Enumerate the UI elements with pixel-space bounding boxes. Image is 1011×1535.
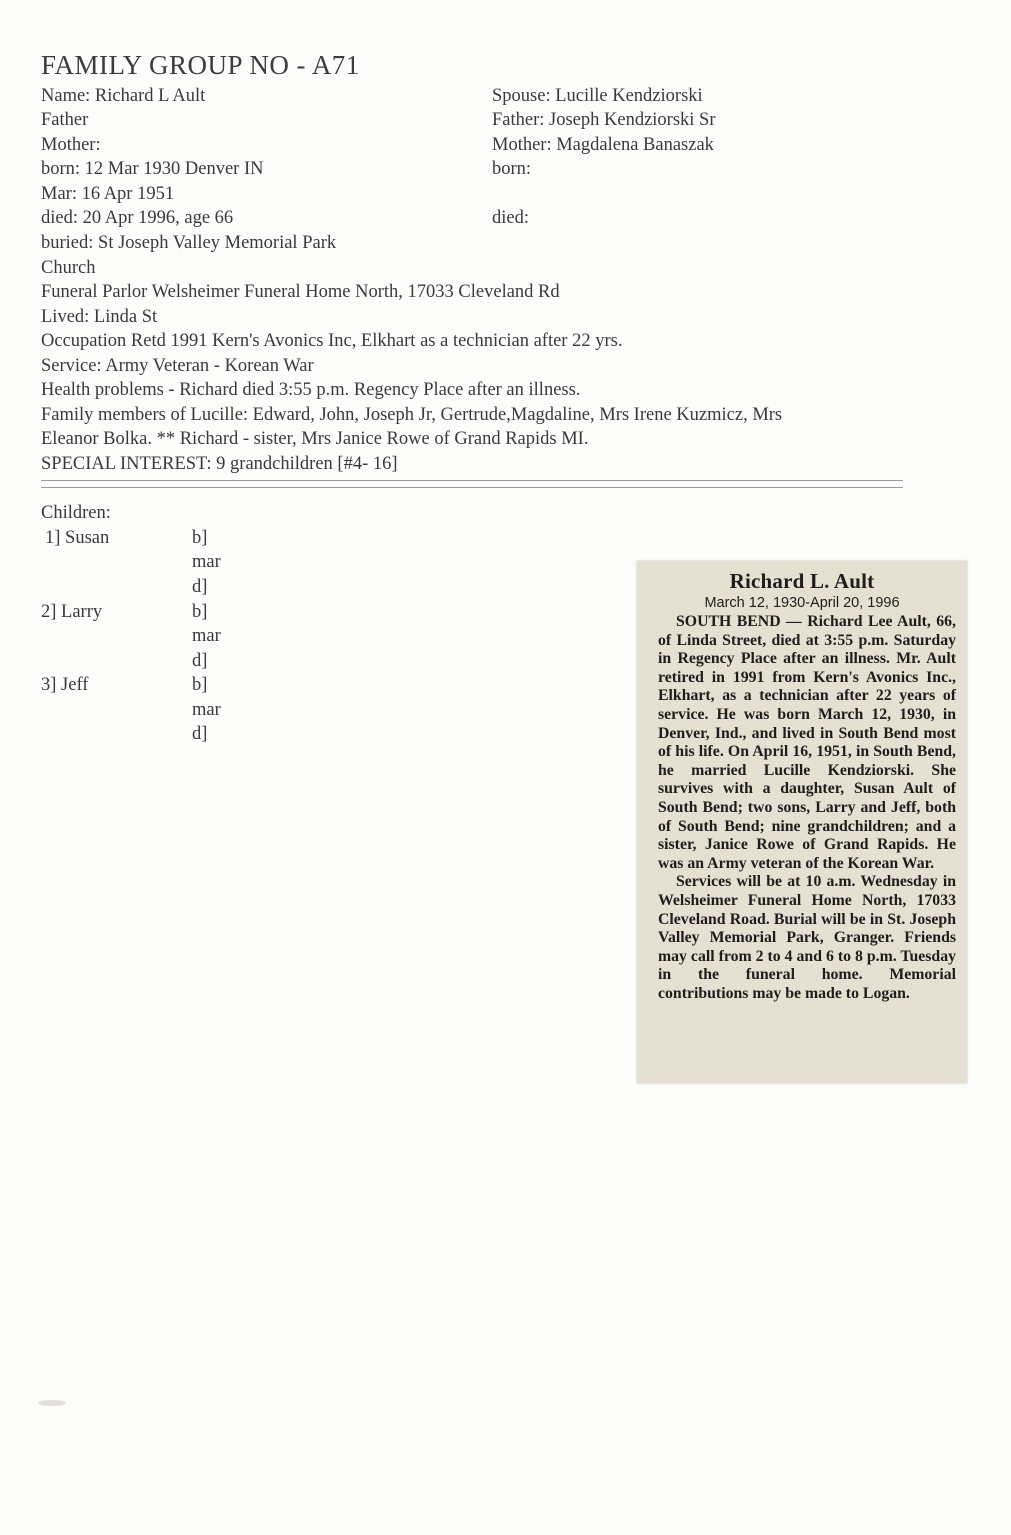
child-died: d] [192, 577, 208, 597]
child-name: 3] Jeff [41, 675, 89, 695]
spouse-mother-line: Mother: Magdalena Banaszak [492, 135, 714, 155]
child-married: mar [192, 552, 221, 572]
child-born: b] [192, 528, 208, 548]
obituary-name: Richard L. Ault [729, 569, 875, 593]
section-divider [41, 480, 903, 488]
buried-line: buried: St Joseph Valley Memorial Park [41, 233, 337, 253]
page-title: FAMILY GROUP NO - A71 [41, 50, 360, 80]
died-line: died: 20 Apr 1996, age 66 [41, 208, 234, 228]
child-name: 1] Susan [45, 528, 110, 548]
name-line: Name: Richard L Ault [41, 86, 206, 106]
spouse-father-line: Father: Joseph Kendziorski Sr [492, 110, 716, 130]
child-name: 2] Larry [41, 602, 103, 622]
occupation-line: Occupation Retd 1991 Kern's Avonics Inc, Elkhart as a technician after 22 yrs. [41, 331, 623, 351]
mother-line: Mother: [41, 135, 101, 155]
health-line: Health problems - Richard died 3:55 p.m. Regency Place after an illness. [41, 380, 581, 400]
obituary-clipping [637, 561, 967, 1083]
spouse-line: Spouse: Lucille Kendziorski [492, 86, 703, 106]
child-born: b] [192, 602, 208, 622]
special-interest-line: SPECIAL INTEREST: 9 grandchildren [#4- 16] [41, 454, 398, 474]
service-line: Service: Army Veteran - Korean War [41, 356, 314, 376]
family-members-line: Family members of Lucille: Edward, John, Joseph Jr, Gertrude,Magdaline, Mrs Irene Kuzmicz, Mrs [41, 405, 783, 425]
obituary-body [658, 613, 956, 1003]
spouse-born-line: born: [492, 159, 532, 179]
born-line: born: 12 Mar 1930 Denver IN [41, 159, 264, 179]
obituary-paragraph: Services will be at 10 a.m. Wednesday in Welsheimer Funeral Home North, 17033 Cleveland Road. Burial will be in St. Joseph Valley Memorial Park, Granger. Friends may call from 2 to 4 and 6 to 8 p.m. Tuesday in the funeral home. Memorial contributions may be made to Logan. [658, 873, 956, 1002]
children-label: Children: [41, 503, 111, 523]
family-members-line-2: Eleanor Bolka. ** Richard - sister, Mrs Janice Rowe of Grand Rapids MI. [41, 429, 589, 449]
lived-line: Lived: Linda St [41, 307, 158, 327]
child-died: d] [192, 651, 208, 671]
child-married: mar [192, 626, 221, 646]
obituary-dates: March 12, 1930-April 20, 1996 [704, 595, 900, 611]
child-died: d] [192, 724, 208, 744]
obituary-paragraph: SOUTH BEND — Richard Lee Ault, 66, of Linda Street, died at 3:55 p.m. Saturday in Regency Place after an illness. Mr. Ault retired in 1991 from Kern's Avonics Inc., Elkhart, as a technician after 22 years of service. He was born March 12, 1930, in Denver, Ind., and lived in South Bend most of his life. On April 16, 1951, in South Bend, he married Lucille Kendziorski. She survives with a daughter, Susan Ault of South Bend; two sons, Larry and Jeff, both of South Bend; nine grandchildren; and a sister, Janice Rowe of Grand Rapids. He was an Army veteran of the Korean War. [658, 613, 956, 872]
spouse-died-line: died: [492, 208, 529, 228]
married-line: Mar: 16 Apr 1951 [41, 184, 175, 204]
church-line: Church [41, 258, 96, 278]
father-line: Father [41, 110, 89, 130]
funeral-parlor-line: Funeral Parlor Welsheimer Funeral Home North, 17033 Cleveland Rd [41, 282, 560, 302]
scan-smudge [38, 1400, 66, 1406]
child-born: b] [192, 675, 208, 695]
child-married: mar [192, 700, 221, 720]
